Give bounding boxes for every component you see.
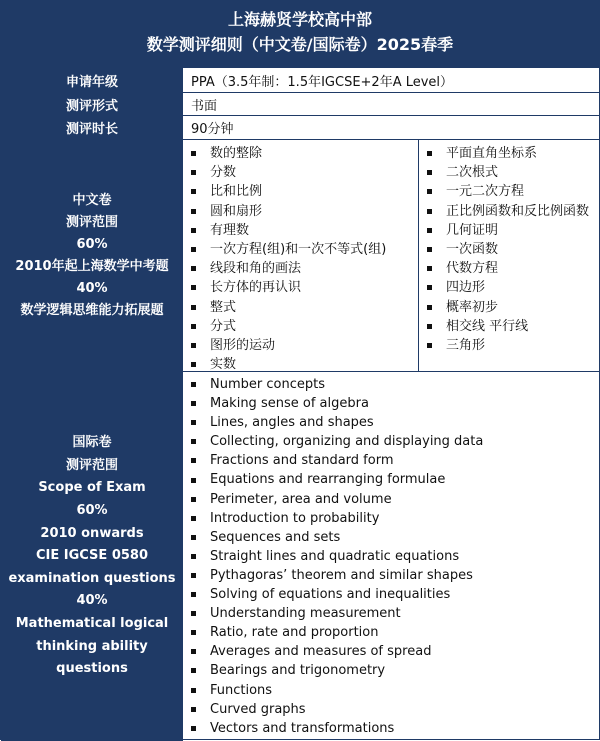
bullet-icon: [427, 324, 432, 329]
list-item: [427, 144, 599, 163]
list-item: [191, 259, 418, 278]
list-item: [427, 278, 599, 297]
topic-text: 四边形: [446, 280, 486, 296]
list-item: [191, 642, 483, 661]
list-item: [191, 202, 418, 221]
topic-text: Fractions and standard form: [210, 453, 394, 469]
label-line: 40%: [76, 593, 108, 609]
topic-text: 分数: [210, 165, 237, 181]
topic-text: Understanding measurement: [210, 606, 401, 622]
bullet-icon: [427, 247, 432, 252]
list-item: [191, 451, 483, 470]
topic-text: 数的整除: [210, 146, 263, 161]
topic-text: Solving of equations and inequalities: [210, 587, 451, 603]
topic-text: Introduction to probability: [210, 510, 380, 526]
bullet-icon: [427, 228, 432, 233]
list-item: [427, 182, 599, 201]
topic-text: 相交线 平行线: [446, 318, 529, 334]
topic-text: Curved graphs: [210, 701, 306, 717]
bullet-icon: [191, 420, 196, 425]
bullet-icon: [191, 401, 196, 406]
label-line: 数学逻辑思维能力拓展题: [20, 302, 164, 318]
bullet-icon: [191, 266, 196, 271]
bullet-icon: [427, 189, 432, 194]
topic-text: 实数: [210, 357, 237, 373]
topic-text: 几何证明: [446, 222, 499, 238]
topic-text: 长方体的再认识: [210, 280, 302, 296]
list-item: [191, 432, 483, 451]
list-item: [191, 719, 483, 738]
international-topics-column: [183, 372, 483, 741]
table-header: [1, 1, 599, 67]
bullet-icon: [191, 228, 196, 233]
bullet-icon: [191, 573, 196, 578]
list-item: [191, 547, 483, 566]
chinese-exam-label: [1, 140, 183, 371]
bullet-icon: [427, 285, 432, 290]
bullet-icon: [191, 497, 196, 502]
bullet-icon: [191, 247, 196, 252]
bullet-icon: [191, 630, 196, 635]
list-item: [191, 509, 483, 528]
list-item: [191, 240, 418, 259]
label-line: 中文卷: [72, 192, 112, 208]
chinese-topic-lists: [183, 140, 599, 371]
bullet-icon: [191, 439, 196, 444]
topic-text: 圆和扇形: [210, 203, 263, 219]
bullet-icon: [191, 592, 196, 597]
topic-text: Straight lines and quadratic equations: [210, 548, 460, 564]
chinese-topics-column-2: [419, 140, 599, 371]
bullet-icon: [191, 170, 196, 175]
list-item: [191, 604, 483, 623]
duration-value: 90分钟: [191, 122, 234, 137]
topic-text: 分式: [210, 318, 237, 334]
international-exam-label: [1, 372, 183, 741]
list-item: [191, 661, 483, 680]
list-item: [191, 623, 483, 642]
topic-text: Vectors and transformations: [210, 720, 395, 736]
label-line: 60%: [76, 236, 108, 252]
bullet-icon: [427, 343, 432, 348]
bullet-icon: [191, 688, 196, 693]
topic-text: 三角形: [446, 337, 486, 353]
bullet-icon: [191, 362, 196, 367]
format-label: 测评形式: [1, 93, 183, 115]
label-line: CIE IGCSE 0580: [35, 548, 149, 564]
bullet-icon: [191, 305, 196, 310]
grade-value: PPA（3.5年制：1.5年IGCSE+2年A Level）: [191, 74, 454, 90]
list-item: [191, 681, 483, 700]
bullet-icon: [191, 535, 196, 540]
topic-text: 概率初步: [446, 299, 499, 315]
list-item: [191, 278, 418, 297]
topic-text: Equations and rearranging formulae: [210, 472, 446, 488]
topic-text: 代数方程: [446, 261, 499, 277]
label-line: Scope of Exam: [38, 480, 146, 496]
label-line: 60%: [76, 503, 108, 519]
topic-text: Number concepts: [210, 377, 325, 392]
bullet-icon: [191, 611, 196, 616]
chinese-exam-row: [1, 139, 599, 371]
bullet-icon: [191, 726, 196, 731]
topic-text: 二次根式: [446, 165, 499, 181]
topic-text: Pythagoras’ theorem and similar shapes: [210, 567, 473, 583]
list-item: [191, 163, 418, 182]
list-item: [191, 375, 483, 394]
topic-text: 整式: [210, 299, 237, 315]
list-item: [191, 298, 418, 317]
list-item: [427, 317, 599, 336]
topic-text: Averages and measures of spread: [210, 644, 432, 660]
label-line: questions: [56, 661, 128, 677]
label-line: 2010 onwards: [40, 525, 144, 541]
list-item: [427, 221, 599, 240]
topic-text: Collecting, organizing and displaying data: [210, 434, 484, 450]
list-item: [427, 298, 599, 317]
list-item: [191, 528, 483, 547]
bullet-icon: [191, 285, 196, 290]
topic-text: Lines, angles and shapes: [210, 415, 374, 431]
chinese-topics-column-1: [183, 140, 419, 371]
list-item: [427, 259, 599, 278]
bullet-icon: [427, 305, 432, 310]
list-item: [191, 585, 483, 604]
bullet-icon: [191, 382, 196, 387]
duration-label: 测评时长: [1, 116, 183, 139]
list-item: [427, 163, 599, 182]
topic-text: 比和比例: [210, 184, 263, 200]
topic-text: 一次方程(组)和一次不等式(组): [210, 241, 387, 257]
list-item: [427, 202, 599, 221]
topic-text: Functions: [210, 682, 273, 698]
list-item: [427, 240, 599, 259]
format-value: 书面: [191, 98, 218, 114]
topic-text: Perimeter, area and volume: [210, 491, 392, 507]
bullet-icon: [427, 151, 432, 156]
bullet-icon: [191, 554, 196, 559]
list-item: [191, 490, 483, 509]
topic-text: Ratio, rate and proportion: [210, 625, 379, 641]
bullet-icon: [191, 516, 196, 521]
bullet-icon: [191, 189, 196, 194]
topic-text: Bearings and trigonometry: [210, 663, 386, 679]
bullet-icon: [191, 478, 196, 483]
bullet-icon: [427, 170, 432, 175]
topic-text: 线段和角的画法: [210, 261, 302, 277]
label-line: 2010年起上海数学中考题: [15, 258, 169, 274]
bullet-icon: [191, 209, 196, 214]
list-item: [191, 566, 483, 585]
label-line: 国际卷: [72, 435, 112, 451]
list-item: [427, 336, 599, 355]
document-title: 数学测评细则（中文卷/国际卷）2025春季: [146, 35, 454, 54]
bullet-icon: [191, 649, 196, 654]
label-line: examination questions: [8, 570, 176, 586]
list-item: [191, 221, 418, 240]
list-item: [191, 317, 418, 336]
label-line: 测评范围: [65, 457, 118, 473]
format-row: [1, 92, 599, 115]
grade-row: [1, 67, 599, 92]
bullet-icon: [427, 209, 432, 214]
list-item: [191, 144, 418, 163]
list-item: [191, 394, 483, 413]
label-line: 40%: [76, 280, 108, 296]
topic-text: 有理数: [210, 222, 250, 238]
topic-text: 正比例函数和反比例函数: [446, 203, 590, 219]
bullet-icon: [191, 668, 196, 673]
list-item: [191, 700, 483, 719]
bullet-icon: [191, 707, 196, 712]
bullet-icon: [427, 266, 432, 271]
list-item: [191, 413, 483, 432]
list-item: [191, 182, 418, 201]
list-item: [191, 336, 418, 355]
school-title: 上海赫贤学校高中部: [227, 10, 372, 29]
topic-text: 一元二次方程: [446, 184, 525, 200]
topic-text: Making sense of algebra: [210, 396, 369, 412]
duration-row: [1, 115, 599, 139]
bullet-icon: [191, 324, 196, 329]
label-line: Mathematical logical: [15, 615, 169, 631]
bullet-icon: [191, 151, 196, 156]
list-item: [191, 470, 483, 489]
grade-label: 申请年级: [1, 68, 183, 92]
topic-text: 一次函数: [446, 241, 499, 257]
topic-text: 平面直角坐标系: [446, 146, 538, 161]
topic-text: 图形的运动: [210, 337, 276, 353]
international-exam-row: [1, 371, 599, 741]
label-line: 测评范围: [65, 214, 118, 230]
label-line: thinking ability: [36, 638, 148, 654]
bullet-icon: [191, 458, 196, 463]
international-topic-list: [183, 372, 599, 741]
topic-text: Sequences and sets: [210, 529, 341, 545]
bullet-icon: [191, 343, 196, 348]
